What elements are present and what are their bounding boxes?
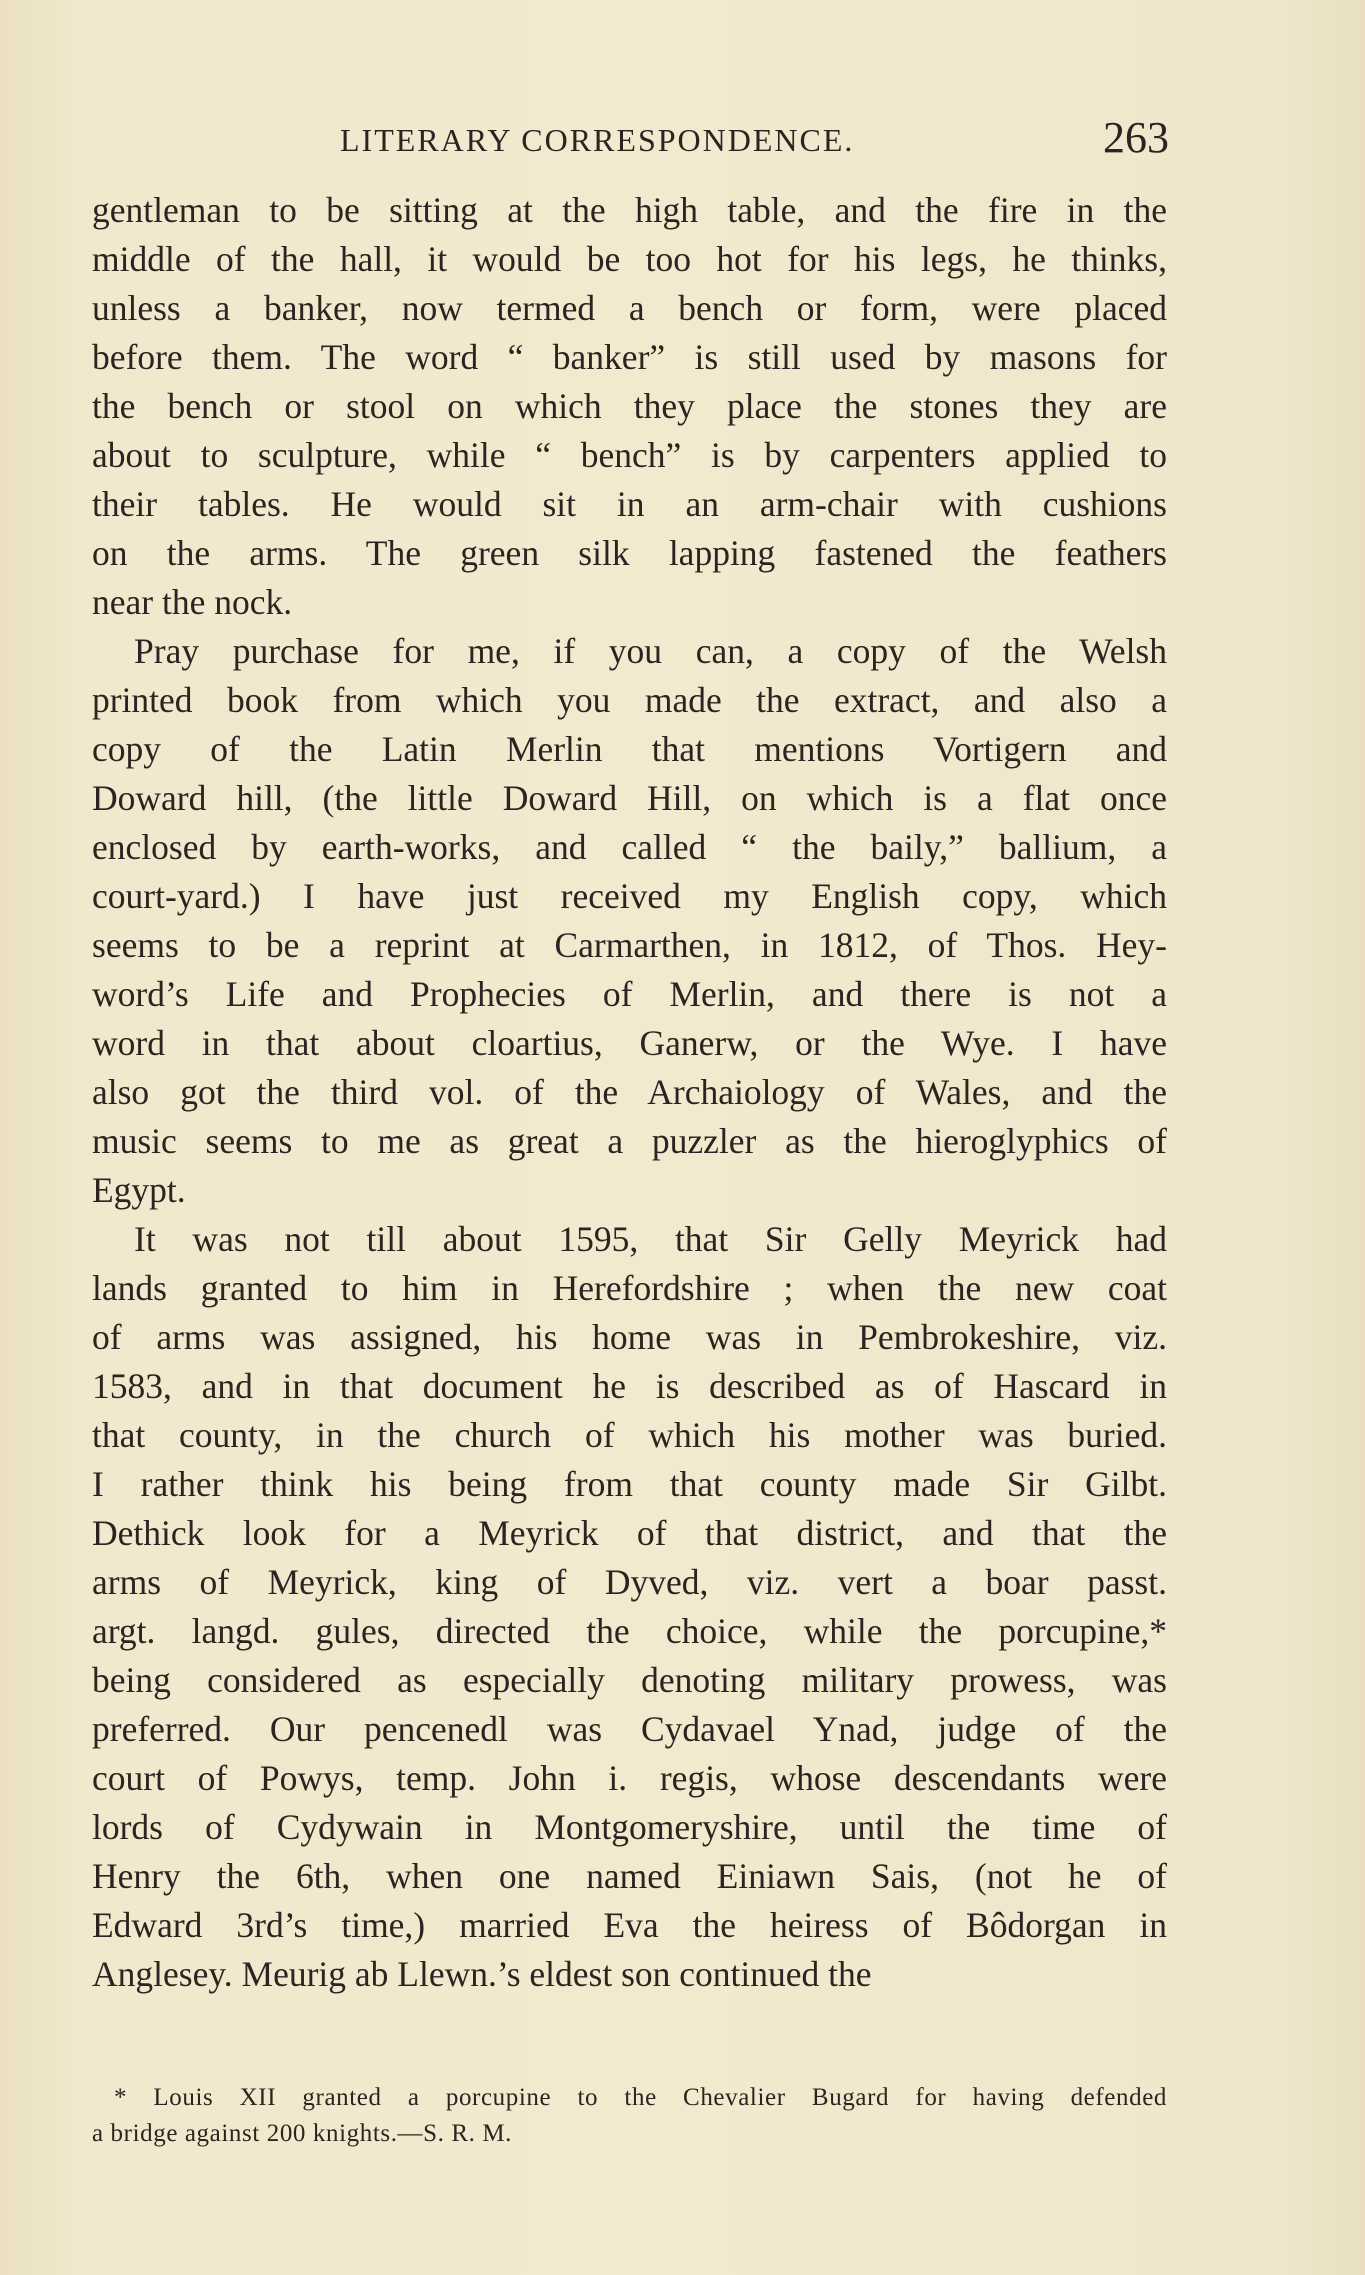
- text-line: I rather think his being from that county made Sir Gilbt.: [92, 1464, 1167, 1504]
- text-line: that county, in the church of which his mother was buried.: [92, 1415, 1167, 1455]
- paragraph: [92, 186, 1167, 627]
- text-line: lands granted to him in Herefordshire ; when the new coat: [92, 1268, 1167, 1308]
- text-line: about to sculpture, while “ bench” is by carpenters applied to: [92, 435, 1167, 475]
- text-line: arms of Meyrick, king of Dyved, viz. vert a boar passt.: [92, 1562, 1167, 1602]
- text-line: Pray purchase for me, if you can, a copy of the Welsh: [134, 631, 1167, 671]
- text-line: court of Powys, temp. John i. regis, whose descendants were: [92, 1758, 1167, 1798]
- footnote-line: a bridge against 200 knights.—S. R. M.: [92, 2120, 513, 2147]
- body-text: [92, 186, 1167, 1999]
- text-line: middle of the hall, it would be too hot for his legs, he thinks,: [92, 239, 1167, 279]
- text-line: on the arms. The green silk lapping fastened the feathers: [92, 533, 1167, 573]
- text-line: of arms was assigned, his home was in Pembrokeshire, viz.: [92, 1317, 1167, 1357]
- running-head: [92, 112, 1167, 164]
- text-line: the bench or stool on which they place the stones they are: [92, 386, 1167, 426]
- text-line: enclosed by earth-works, and called “ the baily,” ballium, a: [92, 827, 1167, 867]
- paragraph: [92, 1215, 1167, 1999]
- text-line: near the nock.: [92, 582, 293, 622]
- running-title: LITERARY CORRESPONDENCE.: [340, 122, 855, 158]
- text-line: 1583, and in that document he is described as of Hascard in: [92, 1366, 1167, 1406]
- text-line: before them. The word “ banker” is still used by masons for: [92, 337, 1167, 377]
- footnote-line: * Louis XII granted a porcupine to the Chevalier Bugard for having defended: [114, 2084, 1167, 2111]
- text-line: also got the third vol. of the Archaiology of Wales, and the: [92, 1072, 1167, 1112]
- text-line: lords of Cydywain in Montgomeryshire, until the time of: [92, 1807, 1167, 1847]
- page-number: 263: [1103, 113, 1169, 162]
- text-line: being considered as especially denoting military prowess, was: [92, 1660, 1167, 1700]
- text-line: unless a banker, now termed a bench or form, were placed: [92, 288, 1167, 328]
- footnote: [92, 2080, 1167, 2152]
- text-line: printed book from which you made the extract, and also a: [92, 680, 1167, 720]
- text-line: music seems to me as great a puzzler as the hieroglyphics of: [92, 1121, 1167, 1161]
- text-line: preferred. Our pencenedl was Cydavael Ynad, judge of the: [92, 1709, 1167, 1749]
- text-line: their tables. He would sit in an arm-chair with cushions: [92, 484, 1167, 524]
- text-line: Dethick look for a Meyrick of that district, and that the: [92, 1513, 1167, 1553]
- text-line: Anglesey. Meurig ab Llewn.’s eldest son continued the: [92, 1954, 872, 1994]
- text-line: argt. langd. gules, directed the choice, while the porcupine,*: [92, 1611, 1167, 1651]
- text-line: court-yard.) I have just received my English copy, which: [92, 876, 1167, 916]
- text-line: Doward hill, (the little Doward Hill, on which is a flat once: [92, 778, 1167, 818]
- text-line: seems to be a reprint at Carmarthen, in 1812, of Thos. Hey-: [92, 925, 1167, 965]
- paragraph: [92, 627, 1167, 1215]
- text-line: copy of the Latin Merlin that mentions Vortigern and: [92, 729, 1167, 769]
- text-line: Henry the 6th, when one named Einiawn Sais, (not he of: [92, 1856, 1167, 1896]
- text-line: word in that about cloartius, Ganerw, or the Wye. I have: [92, 1023, 1167, 1063]
- text-line: Egypt.: [92, 1170, 186, 1210]
- text-line: gentleman to be sitting at the high table, and the fire in the: [92, 190, 1167, 230]
- text-line: Edward 3rd’s time,) married Eva the heiress of Bôdorgan in: [92, 1905, 1167, 1945]
- text-line: word’s Life and Prophecies of Merlin, and there is not a: [92, 974, 1167, 1014]
- text-line: It was not till about 1595, that Sir Gelly Meyrick had: [134, 1219, 1167, 1259]
